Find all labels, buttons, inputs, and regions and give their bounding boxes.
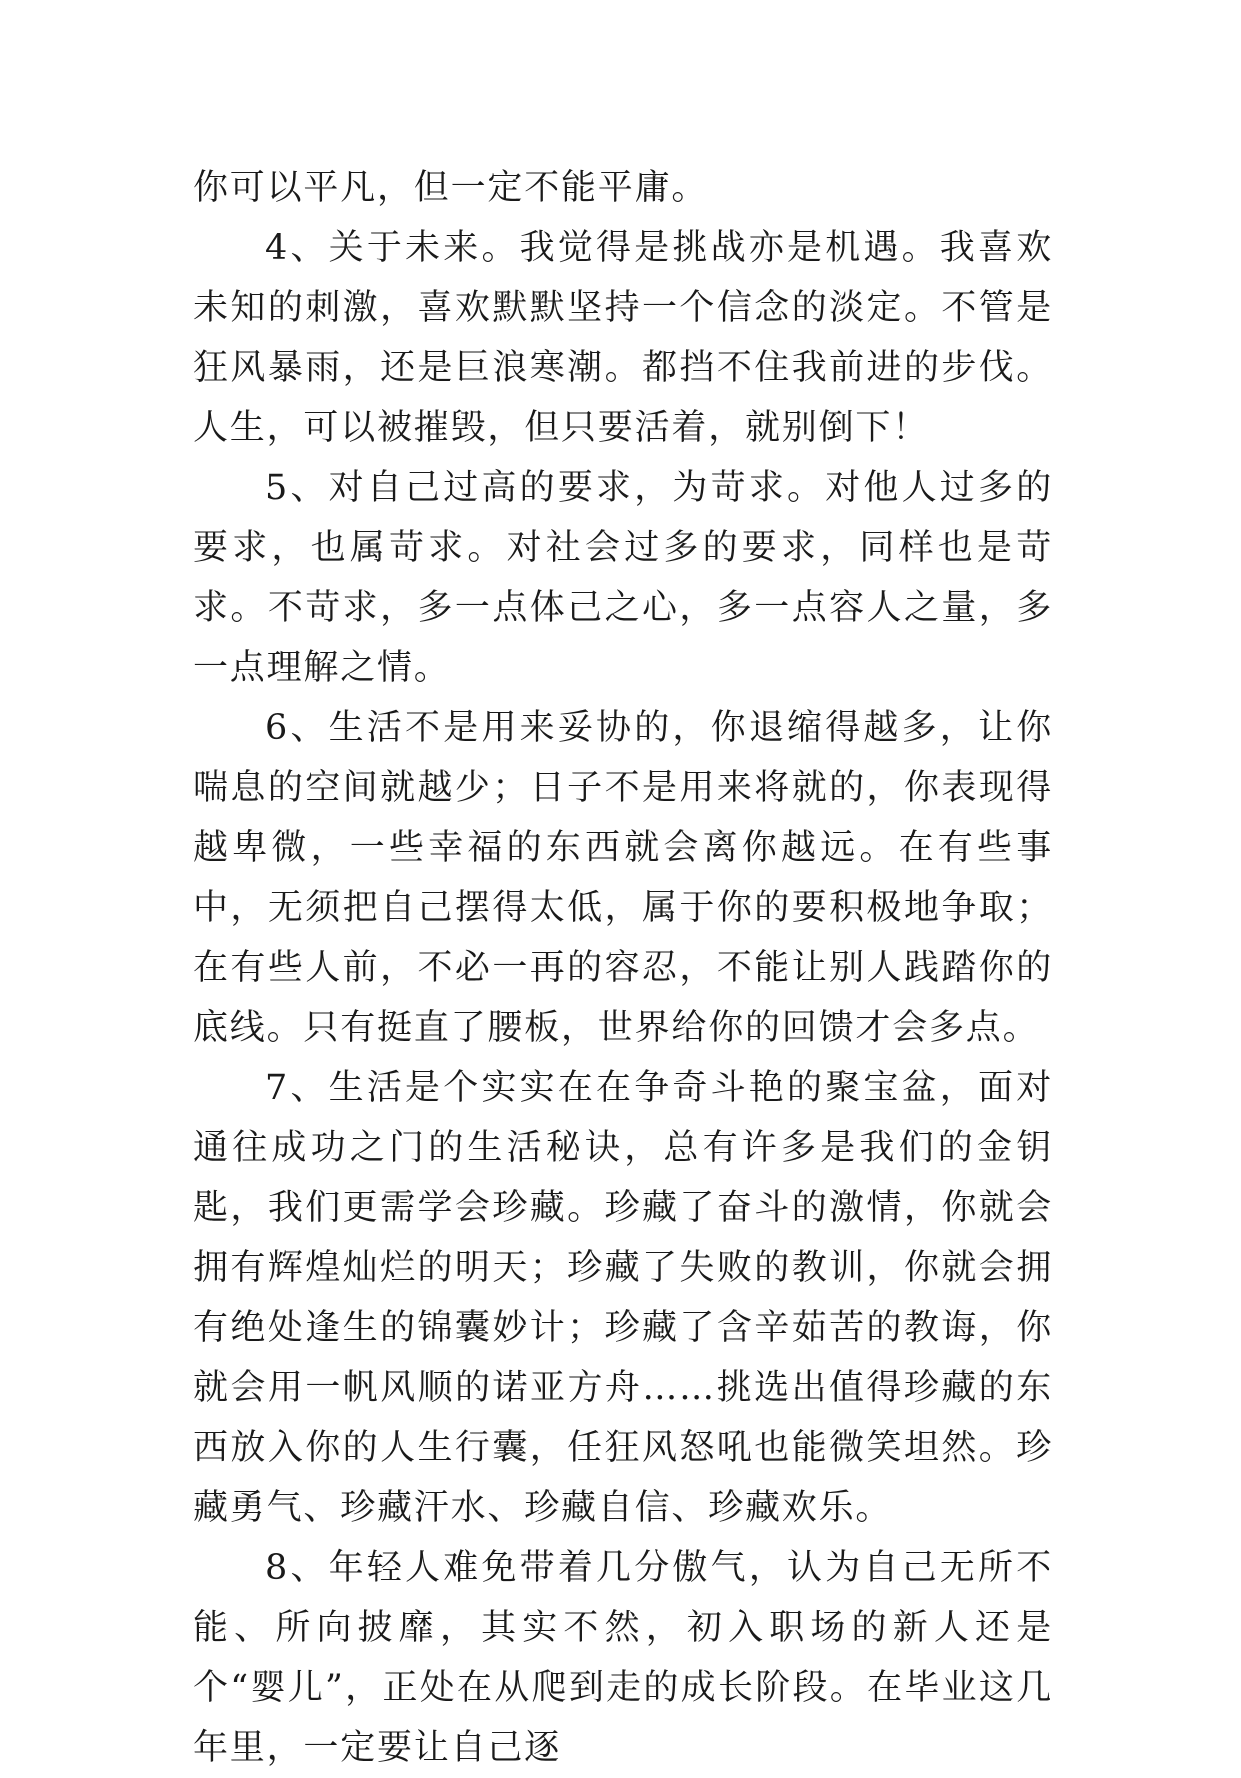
paragraph-8: 8、年轻人难免带着几分傲气，认为自己无所不能、所向披靡，其实不然，初入职场的新人还是个“婴儿”，正处在从爬到走的成长阶段。在毕业这几年里，一定要让自己逐 [193,1548,1053,1768]
paragraph-5: 5、对自己过高的要求，为苛求。对他人过多的要求，也属苛求。对社会过多的要求，同样也是苛求。不苛求，多一点体己之心，多一点容人之量，多一点理解之情。 [193,468,1053,688]
paragraph-6: 6、生活不是用来妥协的，你退缩得越多，让你喘息的空间就越少；日子不是用来将就的，你表现得越卑微，一些幸福的东西就会离你越远。在有些事中，无须把自己摆得太低，属于你的要积极地争取；在有些人前，不必一再的容忍，不能让别人践踏你的底线。只有挺直了腰板，世界给你的回馈才会多点。 [193,708,1053,1048]
paragraph-continuation: 你可以平凡，但一定不能平庸。 [193,168,709,208]
paragraph-4: 4、关于未来。我觉得是挑战亦是机遇。我喜欢未知的刺激，喜欢默默坚持一个信念的淡定。不管是狂风暴雨，还是巨浪寒潮。都挡不住我前进的步伐。人生，可以被摧毁，但只要活着，就别倒下！ [193,228,1053,448]
document-body [193,158,1053,1778]
paragraph-7: 7、生活是个实实在在争奇斗艳的聚宝盆，面对通往成功之门的生活秘诀，总有许多是我们的金钥匙，我们更需学会珍藏。珍藏了奋斗的激情，你就会拥有辉煌灿烂的明天；珍藏了失败的教训，你就会拥有绝处逢生的锦囊妙计；珍藏了含辛茹苦的教诲，你就会用一帆风顺的诺亚方舟……挑选出值得珍藏的东西放入你的人生行囊，任狂风怒吼也能微笑坦然。珍藏勇气、珍藏汗水、珍藏自信、珍藏欢乐。 [193,1068,1053,1528]
